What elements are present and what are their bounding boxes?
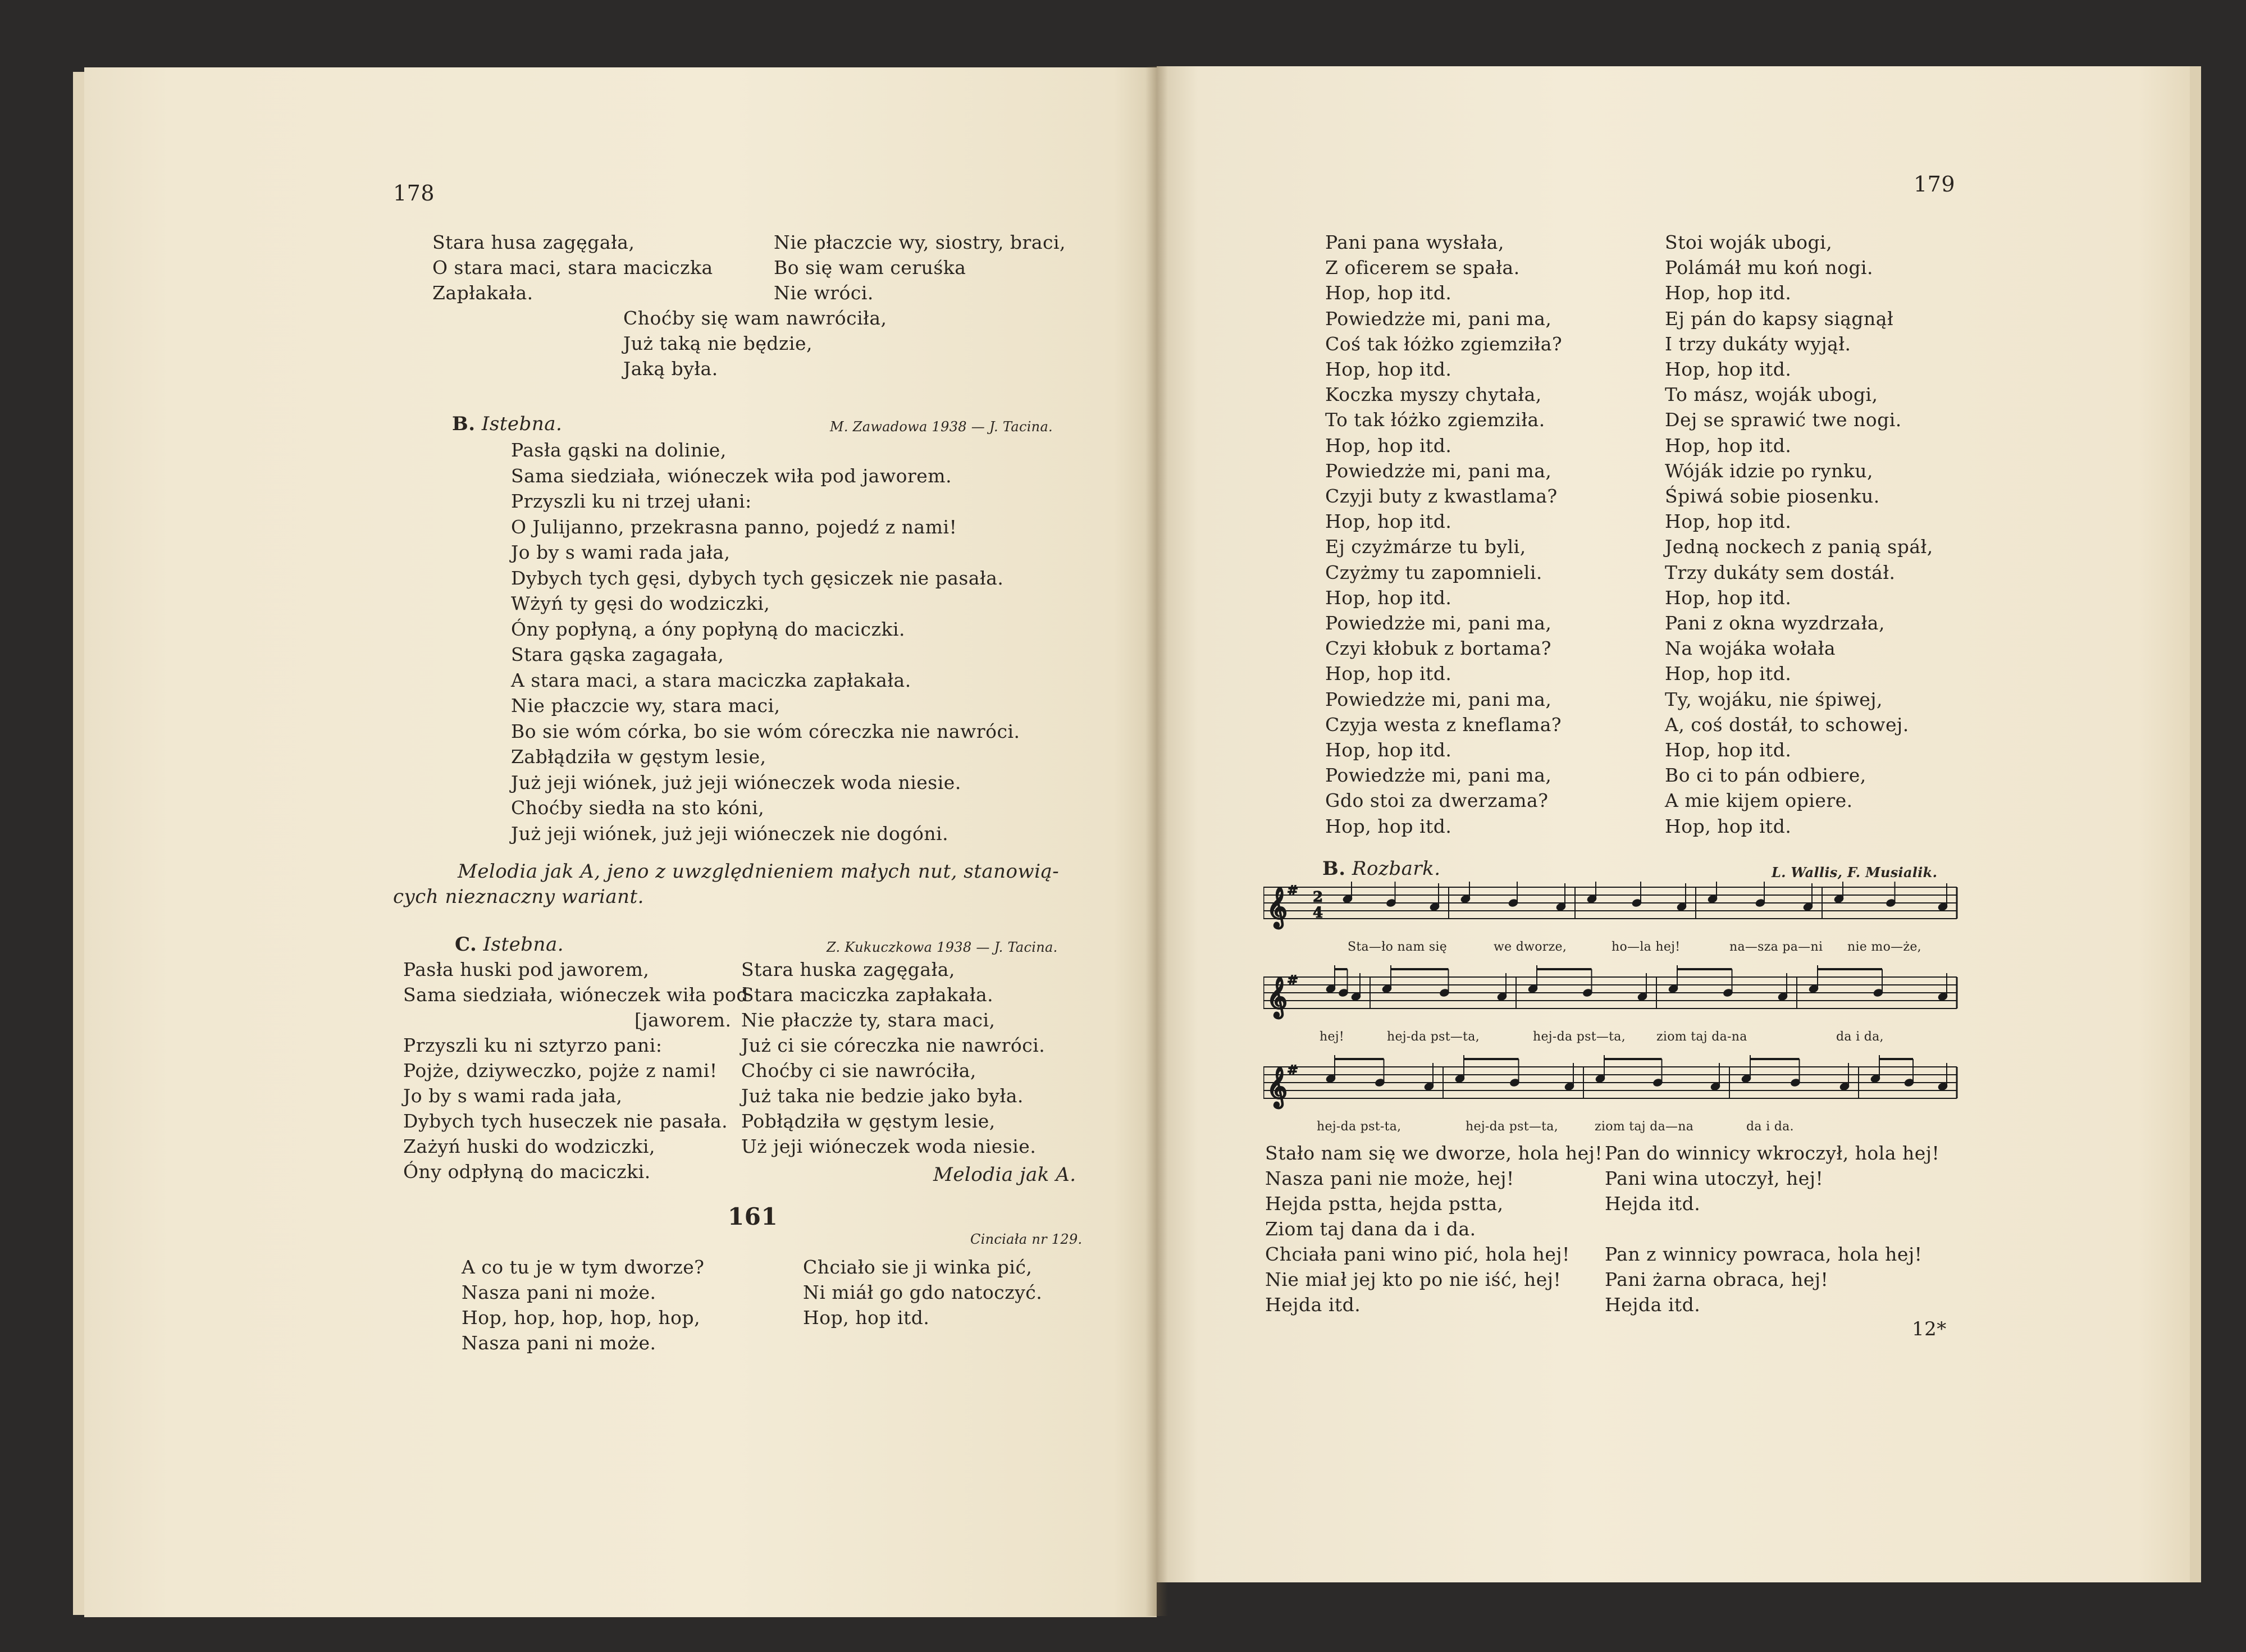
verse-line: Sama siedziała, wióneczek wiła pod jaworem. [511, 464, 952, 487]
verse-line: Powiedzże mi, pani ma, [1325, 688, 1552, 710]
verse-line: Zabłądziła w gęstym lesie, [511, 746, 766, 768]
melody-note: cych nieznaczny wariant. [393, 886, 644, 908]
verse-line: A, coś dostáł, to schowej. [1665, 713, 1909, 736]
verse-line: Óny popłyną, a óny popłyną do maciczki. [511, 618, 905, 640]
lyric-syllable: hej-da pst—ta, [1466, 1120, 1558, 1134]
verse-line: Hop, hop itd. [1325, 510, 1452, 533]
verse-line: Nie miał jej kto po nie iść, hej! [1265, 1268, 1562, 1290]
verse-line: Powiedzże mi, pani ma, [1325, 307, 1552, 330]
verse-line: Koczka myszy chytała, [1325, 384, 1542, 406]
verse-line: Óny odpłyną do maciczki. [403, 1161, 651, 1183]
section-letter: C. [455, 933, 477, 956]
key-signature-icon: # [1287, 1062, 1299, 1078]
verse-line: Dej se sprawić twe nogi. [1665, 409, 1902, 431]
section-place: Istebna. [483, 933, 564, 956]
verse-line: Stało nam się we dworze, hola hej! [1265, 1142, 1603, 1164]
verse-line: Jo by s wami rada jała, [403, 1085, 623, 1107]
verse-line: Wżyń ty gęsi do wodziczki, [511, 592, 770, 614]
section-letter: B. [1322, 857, 1346, 880]
verse-line: Już jeji wiónek, już jeji wióneczek woda niesie. [511, 771, 961, 793]
verse-line: Uż jeji wióneczek woda niesie. [741, 1135, 1037, 1157]
lyric-syllable: ziom taj da—na [1595, 1120, 1694, 1134]
verse-line: Polámáł mu koń nogi. [1665, 257, 1874, 279]
verse-line: Choćby siedła na sto kóni, [511, 797, 765, 819]
verse-line: Hop, hop itd. [1665, 815, 1792, 837]
verse-line: Sama siedziała, wióneczek wiła pod [403, 984, 748, 1006]
verse-line: Pojże, dziyweczko, pojże z nami! [403, 1060, 718, 1081]
verse-line: Pani z okna wyzdrzała, [1665, 612, 1885, 634]
key-signature-icon: # [1287, 972, 1299, 988]
verse-line: Pobłądziła w gęstym lesie, [741, 1110, 996, 1132]
verse-line: Choćby ci sie nawróciła, [741, 1060, 976, 1081]
verse-line: Hop, hop itd. [1325, 434, 1452, 457]
verse-line: Dybych tych gęsi, dybych tych gęsiczek nie pasała. [511, 567, 1004, 589]
key-signature-icon: # [1287, 882, 1299, 898]
verse-line: Nie płaczcie wy, stara maci, [511, 695, 780, 717]
verse-line: Powiedzże mi, pani ma, [1325, 612, 1552, 634]
verse-line: Hop, hop itd. [1665, 358, 1792, 380]
verse-line: Pasła gąski na dolinie, [511, 439, 727, 461]
melody-note: Melodia jak A. [933, 1163, 1076, 1186]
lyric-syllable: hej! [1320, 1030, 1345, 1044]
verse-line: Zażyń huski do wodziczki, [403, 1135, 655, 1157]
intro-line: Stara husa zagęgała, [432, 231, 635, 253]
verse-line: Trzy dukáty sem dostáł. [1665, 561, 1896, 583]
verse-line: Stara maciczka zapłakała. [741, 984, 994, 1006]
verse-line: Nie płaczże ty, stara maci, [741, 1009, 996, 1031]
lyric-syllable: we dworze, [1494, 940, 1567, 954]
verse-line: A stara maci, a stara maciczka zapłakała. [511, 669, 911, 691]
verse-line: Ni miáł go gdo natoczyć. [803, 1281, 1043, 1303]
intro-line: Bo się wam ceruśka [774, 257, 966, 279]
lyric-syllable: hej-da pst-ta, [1317, 1120, 1402, 1134]
verse-line: Chciała pani wino pić, hola hej! [1265, 1243, 1570, 1265]
verse-line: To tak łóżko zgiemziła. [1325, 409, 1545, 431]
verse-line: Hejda itd. [1605, 1294, 1701, 1316]
song-number: 161 [728, 1203, 778, 1230]
verse-line: Hop, hop itd. [1665, 510, 1792, 533]
verse-line: Hop, hop itd. [1665, 586, 1792, 609]
song-source: Cinciała nr 129. [970, 1231, 1083, 1247]
intro-line: Już taką nie będzie, [623, 332, 813, 354]
verse-line: Coś tak łóżko zgiemziła? [1325, 332, 1563, 355]
verse-line: Jedną nockech z panią spáł, [1665, 536, 1933, 558]
verse-line: Pani pana wysłała, [1325, 231, 1504, 253]
verse-line: Bo ci to pán odbiere, [1665, 764, 1866, 787]
verse-line: Powiedzże mi, pani ma, [1325, 459, 1552, 482]
verse-line: To mász, woják ubogi, [1665, 384, 1878, 406]
section-source: L. Wallis, F. Musialik. [1772, 864, 1938, 880]
book-gutter [1145, 66, 1168, 1616]
verse-line: Hop, hop itd. [1665, 663, 1792, 685]
melody-note: Melodia jak A, jeno z uwzględnieniem małych nut, stanowią- [458, 860, 1060, 883]
verse-line: Pani żarna obraca, hej! [1605, 1268, 1829, 1290]
lyric-syllable: ho—la hej! [1612, 940, 1681, 954]
lyric-syllable: hej-da pst—ta, [1387, 1030, 1480, 1044]
verse-line: Ej pán do kapsy siągnął [1665, 307, 1894, 330]
verse-line: Bo sie wóm córka, bo sie wóm córeczka nie nawróci. [511, 720, 1020, 742]
section-place: Rozbark. [1352, 857, 1441, 880]
lyric-syllable: hej-da pst—ta, [1533, 1030, 1626, 1044]
treble-clef-icon: 𝄞 [1267, 886, 1288, 927]
verse-line: Stoi woják ubogi, [1665, 231, 1833, 253]
page-number-left: 178 [393, 181, 435, 206]
verse-line: Pan z winnicy powraca, hola hej! [1605, 1243, 1923, 1265]
verse-line: Przyszli ku ni trzej ułani: [511, 490, 752, 512]
intro-line: O stara maci, stara maciczka [432, 257, 713, 279]
verse-line: Hop, hop, hop, hop, hop, [462, 1307, 701, 1329]
verse-line: Hop, hop itd. [1325, 282, 1452, 304]
treble-clef-icon: 𝄞 [1267, 1066, 1288, 1107]
verse-line: Już taka nie bedzie jako była. [741, 1085, 1024, 1107]
verse-line: Czyi kłobuk z bortama? [1325, 637, 1551, 660]
verse-line: Hejda itd. [1265, 1294, 1361, 1316]
lyric-syllable: da i da. [1746, 1120, 1794, 1134]
verse-line: Dybych tych huseczek nie pasała. [403, 1110, 728, 1132]
verse-line: Ej czyżmárze tu byli, [1325, 536, 1526, 558]
lyric-syllable: da i da, [1836, 1030, 1884, 1044]
verse-line: Gdo stoi za dwerzama? [1325, 790, 1549, 812]
verse-line: Wóják idzie po rynku, [1665, 459, 1873, 482]
verse-line: Hop, hop itd. [1325, 663, 1452, 685]
verse-line: Ty, wojáku, nie śpiwej, [1665, 688, 1883, 710]
verse-line: Z oficerem se spała. [1325, 257, 1520, 279]
section-c-header [455, 932, 564, 957]
verse-line: Hejda pstta, hejda pstta, [1265, 1193, 1504, 1215]
verse-line: Już jeji wiónek, już jeji wióneczek nie dogóni. [511, 822, 949, 845]
verse-line: Hop, hop itd. [1665, 434, 1792, 457]
verse-line: Nasza pani ni może. [462, 1281, 656, 1303]
verse-line: Ziom taj dana da i da. [1265, 1218, 1476, 1240]
verse-line: Hop, hop itd. [1665, 282, 1792, 304]
verse-line: I trzy dukáty wyjął. [1665, 332, 1851, 355]
intro-line: Nie wróci. [774, 282, 874, 304]
verse-line: Śpiwá sobie piosenku. [1665, 485, 1880, 507]
music-notation [1263, 882, 1965, 1134]
lyric-syllable: na—sza pa—ni [1729, 940, 1823, 954]
lyric-syllable: Sta—ło nam się [1348, 940, 1448, 954]
verse-line: Na wojáka wołała [1665, 637, 1836, 660]
verse-line: Powiedzże mi, pani ma, [1325, 764, 1552, 787]
verse-line: Nasza pani nie może, hej! [1265, 1167, 1514, 1189]
intro-line: Zapłakała. [432, 282, 533, 304]
verse-line: Pasła huski pod jaworem, [403, 959, 650, 980]
lyric-syllable: nie mo—że, [1847, 940, 1921, 954]
verse-line: Pan do winnicy wkroczył, hola hej! [1605, 1142, 1940, 1164]
verse-line: Stara huska zagęgała, [741, 959, 955, 980]
section-letter: B. [452, 413, 476, 435]
verse-line: O Julijanno, przekrasna panno, pojedź z nami! [511, 515, 957, 538]
lyric-syllable: ziom taj da-na [1656, 1030, 1747, 1044]
treble-clef-icon: 𝄞 [1267, 976, 1288, 1017]
time-signature-top: 2 [1313, 889, 1323, 906]
time-signature-bottom: 4 [1313, 905, 1323, 921]
verse-line: Przyszli ku ni sztyrzo pani: [403, 1034, 663, 1056]
verse-line: [jaworem. [634, 1009, 732, 1031]
intro-line: Jaką była. [623, 358, 718, 380]
verse-line: Nasza pani ni może. [462, 1332, 656, 1354]
verse-line: Hop, hop itd. [1325, 586, 1452, 609]
verse-line: A co tu je w tym dworze? [462, 1256, 705, 1278]
verse-line: Już ci sie córeczka nie nawróci. [741, 1034, 1046, 1056]
verse-line: Hop, hop itd. [1325, 739, 1452, 761]
verse-line: A mie kijem opiere. [1665, 790, 1853, 812]
verse-line: Hop, hop itd. [1325, 815, 1452, 837]
verse-line: Chciało sie ji winka pić, [803, 1256, 1033, 1278]
section-source: Z. Kukuczkowa 1938 — J. Tacina. [827, 939, 1058, 955]
verse-line: Stara gąska zagagała, [511, 644, 724, 665]
verse-line: Hop, hop itd. [1665, 739, 1792, 761]
section-b-header-right [1322, 856, 1441, 881]
verse-line: Czyja westa z kneflama? [1325, 713, 1562, 736]
section-source: M. Zawadowa 1938 — J. Tacina. [830, 419, 1053, 435]
verse-line: Czyji buty z kwastlama? [1325, 485, 1558, 507]
verse-line: Jo by s wami rada jała, [511, 541, 731, 563]
intro-line: Choćby się wam nawróciła, [623, 307, 887, 329]
verse-line: Hejda itd. [1605, 1193, 1701, 1215]
signature-mark: 12* [1912, 1318, 1947, 1340]
page-number-right: 179 [1914, 172, 1956, 197]
section-place: Istebna. [481, 413, 563, 435]
intro-line: Nie płaczcie wy, siostry, braci, [774, 231, 1066, 253]
section-b-header [452, 412, 562, 436]
verse-line: Czyżmy tu zapomnieli. [1325, 561, 1542, 583]
verse-line: Pani wina utoczył, hej! [1605, 1167, 1824, 1189]
verse-line: Hop, hop itd. [1325, 358, 1452, 380]
verse-line: Hop, hop itd. [803, 1307, 930, 1329]
